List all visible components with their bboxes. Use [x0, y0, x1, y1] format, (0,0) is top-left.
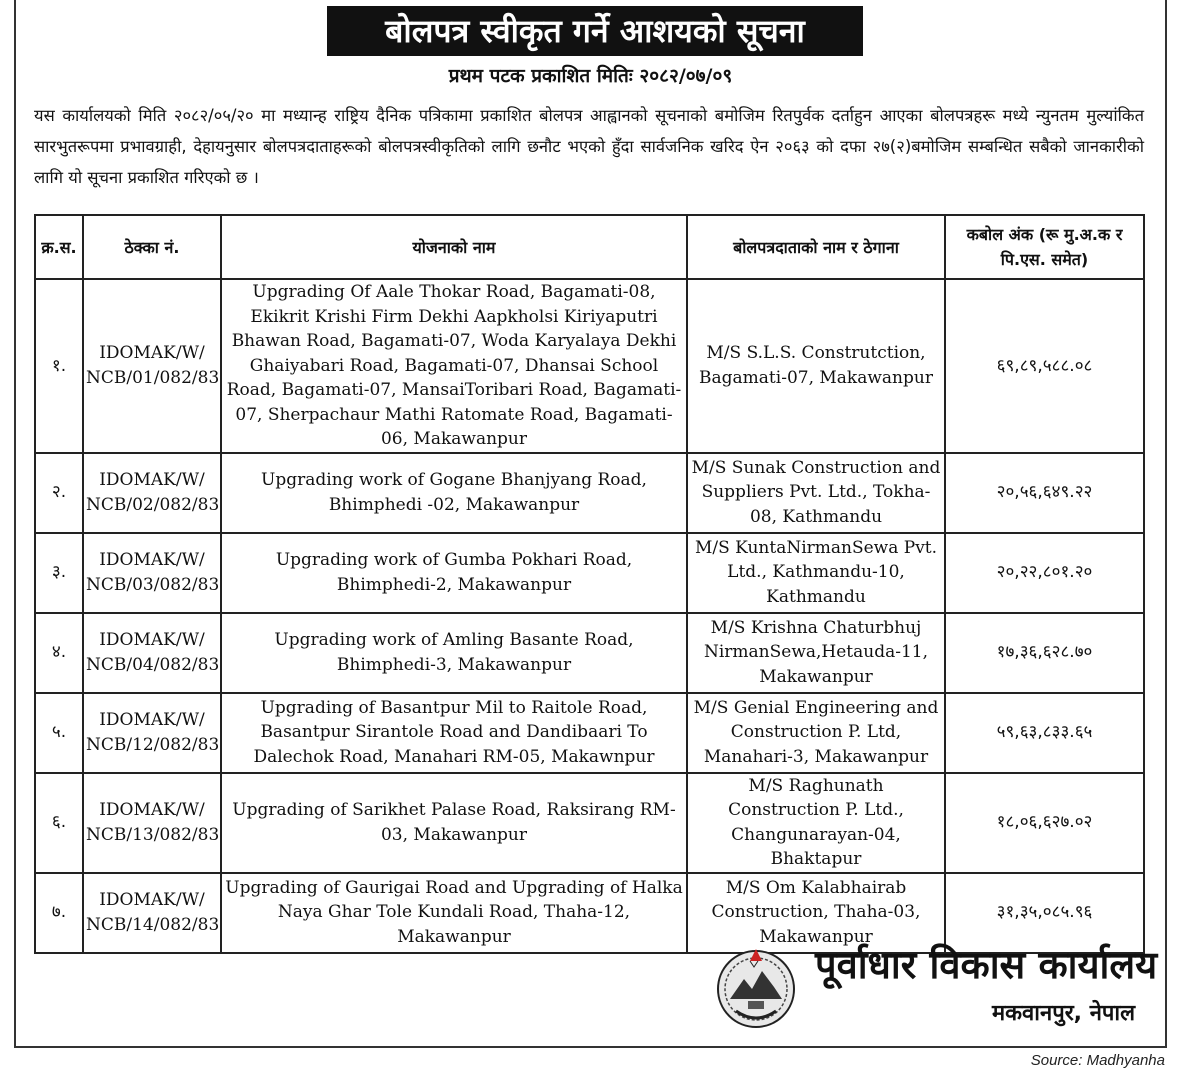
table-row — [35, 773, 1144, 873]
row-amount: १७,३६,६२८.७० — [945, 613, 1144, 693]
row-amount: ६९,८९,५८८.०८ — [945, 279, 1144, 453]
row-project: Upgrading work of Amling Basante Road, Bhimphedi-3, Makawanpur — [221, 613, 687, 693]
nepal-emblem-icon — [710, 941, 802, 1031]
row-project: Upgrading of Basantpur Mil to Raitole Road, Basantpur Sirantole Road and Dandibaari To Dalechok Road, Manahari RM-05, Makawnpur — [221, 693, 687, 773]
row-bidder: M/S Genial Engineering and Construction P. Ltd, Manahari-3, Makawanpur — [687, 693, 945, 773]
header-project: योजनाको नाम — [221, 215, 687, 279]
row-contract: IDOMAK/W/ NCB/13/082/83 — [83, 773, 221, 873]
row-sn: १. — [35, 279, 83, 453]
row-bidder: M/S S.L.S. Construtction, Bagamati-07, Makawanpur — [687, 279, 945, 453]
row-contract: IDOMAK/W/ NCB/14/082/83 — [83, 873, 221, 953]
row-bidder: M/S KuntaNirmanSewa Pvt. Ltd., Kathmandu-10, Kathmandu — [687, 533, 945, 613]
row-amount: ५९,६३,८३३.६५ — [945, 693, 1144, 773]
table-row — [35, 453, 1144, 533]
office-location: मकवानपुर, नेपाल — [992, 1001, 1136, 1026]
row-project: Upgrading work of Gumba Pokhari Road, Bhimphedi-2, Makawanpur — [221, 533, 687, 613]
row-project: Upgrading of Sarikhet Palase Road, Raksirang RM-03, Makawanpur — [221, 773, 687, 873]
row-project: Upgrading of Gaurigai Road and Upgrading of Halka Naya Ghar Tole Kundali Road, Thaha-12, Makawanpur — [221, 873, 687, 953]
bid-table — [34, 214, 1145, 954]
header-amount: कबोल अंक (रू मु.अ.क र पि.एस. समेत) — [945, 215, 1144, 279]
notice-title: बोलपत्र स्वीकृत गर्ने आशयको सूचना — [327, 6, 863, 56]
row-amount: १८,०६,६२७.०२ — [945, 773, 1144, 873]
table-row — [35, 693, 1144, 773]
table-header-row — [35, 215, 1144, 279]
row-sn: ७. — [35, 873, 83, 953]
row-contract: IDOMAK/W/ NCB/03/082/83 — [83, 533, 221, 613]
source-credit: Source: Madhyanha — [1030, 1052, 1165, 1069]
row-amount: ३१,३५,०८५.९६ — [945, 873, 1144, 953]
publication-date: प्रथम पटक प्रकाशित मितिः २०८२/०७/०९ — [448, 65, 733, 87]
table-row — [35, 279, 1144, 453]
row-bidder: M/S Raghunath Construction P. Ltd., Changunarayan-04, Bhaktapur — [687, 773, 945, 873]
row-project: Upgrading work of Gogane Bhanjyang Road, Bhimphedi -02, Makawanpur — [221, 453, 687, 533]
row-sn: ६. — [35, 773, 83, 873]
header-contract: ठेक्का नं. — [83, 215, 221, 279]
row-sn: ४. — [35, 613, 83, 693]
row-sn: ३. — [35, 533, 83, 613]
table-row — [35, 613, 1144, 693]
row-contract: IDOMAK/W/ NCB/02/082/83 — [83, 453, 221, 533]
row-bidder: M/S Krishna Chaturbhuj NirmanSewa,Hetauda-11, Makawanpur — [687, 613, 945, 693]
row-contract: IDOMAK/W/ NCB/12/082/83 — [83, 693, 221, 773]
row-amount: २०,२२,८०१.२० — [945, 533, 1144, 613]
intro-paragraph: यस कार्यालयको मिति २०८२/०५/२० मा मध्यान्ह राष्ट्रिय दैनिक पत्रिकामा प्रकाशित बोलपत्र आह्वानको सूचनाको बमोजिम रितपुर्वक दर्ताहुन आएका बोलपत्रहरू मध्ये न्युनतम मुल्यांकित सारभुतरूपमा प्रभावग्राही, देहायनुसार बोलपत्रदाताहरूको बोलपत्रस्वीकृतिको लागि छनौट भएको हुँदा सार्वजनिक खरिद ऐन २०६३ को दफा २७(२)बमोजिम सम्बन्धित सबैको जानकारीको लागि यो सूचना प्रकाशित गरिएको छ । — [34, 106, 1144, 187]
row-contract: IDOMAK/W/ NCB/04/082/83 — [83, 613, 221, 693]
row-sn: ५. — [35, 693, 83, 773]
row-bidder: M/S Sunak Construction and Suppliers Pvt. Ltd., Tokha-08, Kathmandu — [687, 453, 945, 533]
table-row — [35, 533, 1144, 613]
header-bidder: बोलपत्रदाताको नाम र ठेगाना — [687, 215, 945, 279]
row-bidder: M/S Om Kalabhairab Construction, Thaha-03, Makawanpur — [687, 873, 945, 953]
row-project: Upgrading Of Aale Thokar Road, Bagamati-08, Ekikrit Krishi Firm Dekhi Aapkholsi Kiriyaputri Bhawan Road, Bagamati-07, Woda Karyalaya Dekhi Ghaiyabari Road, Bagamati-07, Dhansai School Road, Bagamati-07, MansaiToribari Road, Bagamati-07, Sherpachaur Mathi Ratomate Road, Bagamati-06, Makawanpur — [221, 279, 687, 453]
row-contract: IDOMAK/W/ NCB/01/082/83 — [83, 279, 221, 453]
header-sn: क्र.स. — [35, 215, 83, 279]
row-amount: २०,५६,६४९.२२ — [945, 453, 1144, 533]
office-name: पूर्वाधार विकास कार्यालय — [815, 943, 1158, 987]
row-sn: २. — [35, 453, 83, 533]
